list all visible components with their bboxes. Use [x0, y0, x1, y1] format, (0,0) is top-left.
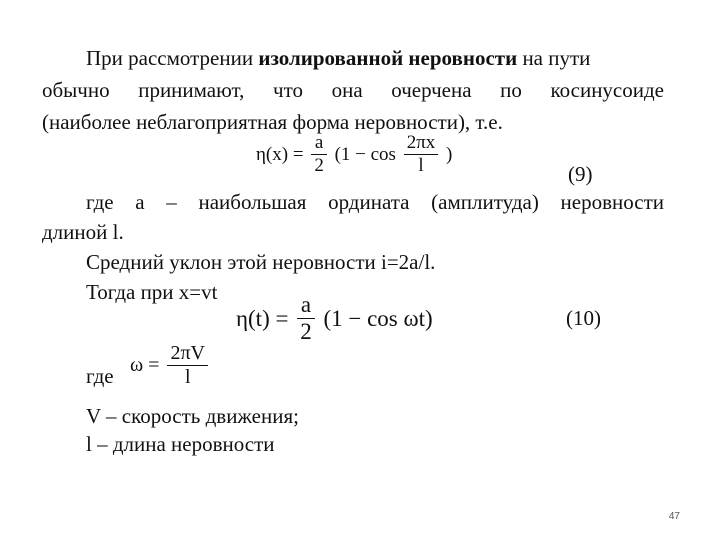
omega-definition	[130, 342, 211, 389]
omega-denominator: l	[167, 365, 208, 389]
eq9-frac1-numerator: a	[314, 132, 324, 153]
paragraph-3: Средний уклон этой неровности i=2a/l.	[86, 250, 436, 274]
equation-9-number: (9)	[568, 162, 593, 186]
where-label: где	[86, 364, 114, 388]
definition-v: V – скорость движения;	[86, 404, 299, 428]
eq9-lhs: η(x) =	[256, 143, 304, 165]
eq10-frac-numerator: a	[300, 292, 312, 317]
paragraph-2-line-2: длиной l.	[42, 220, 124, 244]
omega-numerator: 2πV	[170, 342, 205, 364]
paragraph-1-line-3: (наиболее неблагоприятная форма неровности), т.е.	[42, 110, 503, 134]
equation-10	[236, 292, 433, 345]
eq10-fraction-a-over-2	[297, 292, 315, 345]
eq10-frac-denominator: 2	[297, 318, 315, 345]
equation-10-number: (10)	[566, 306, 601, 330]
bold-term: изолированной неровности	[258, 46, 518, 70]
eq10-cos-term: (1 − cos ωt)	[323, 305, 433, 331]
paragraph-2-line-1: где а – наибольшая ордината (амплитуда) неровности	[86, 190, 664, 214]
equation-9	[256, 132, 452, 177]
paragraph-1-line-2: обычно принимают, что она очерчена по косинусоиде	[42, 78, 664, 102]
eq9-close-paren: )	[446, 143, 453, 165]
eq9-fraction-a-over-2	[311, 132, 327, 177]
paragraph-4: Тогда при x=vt	[86, 280, 218, 304]
definition-l: l – длина неровности	[86, 432, 275, 456]
eq10-lhs: η(t) =	[236, 305, 289, 331]
eq9-frac1-denominator: 2	[311, 154, 327, 177]
text-run: на пути	[517, 46, 591, 70]
page-number: 47	[668, 511, 680, 522]
paragraph-1-line-1	[86, 46, 590, 70]
eq9-frac2-numerator: 2πx	[406, 132, 436, 153]
omega-lhs: ω =	[130, 354, 160, 376]
eq9-fraction-2pix-over-l	[404, 132, 439, 177]
eq9-cos-term: (1 − cos	[334, 143, 396, 165]
text-run: При рассмотрении	[86, 46, 259, 70]
eq9-frac2-denominator: l	[404, 154, 439, 177]
omega-fraction	[167, 342, 208, 389]
